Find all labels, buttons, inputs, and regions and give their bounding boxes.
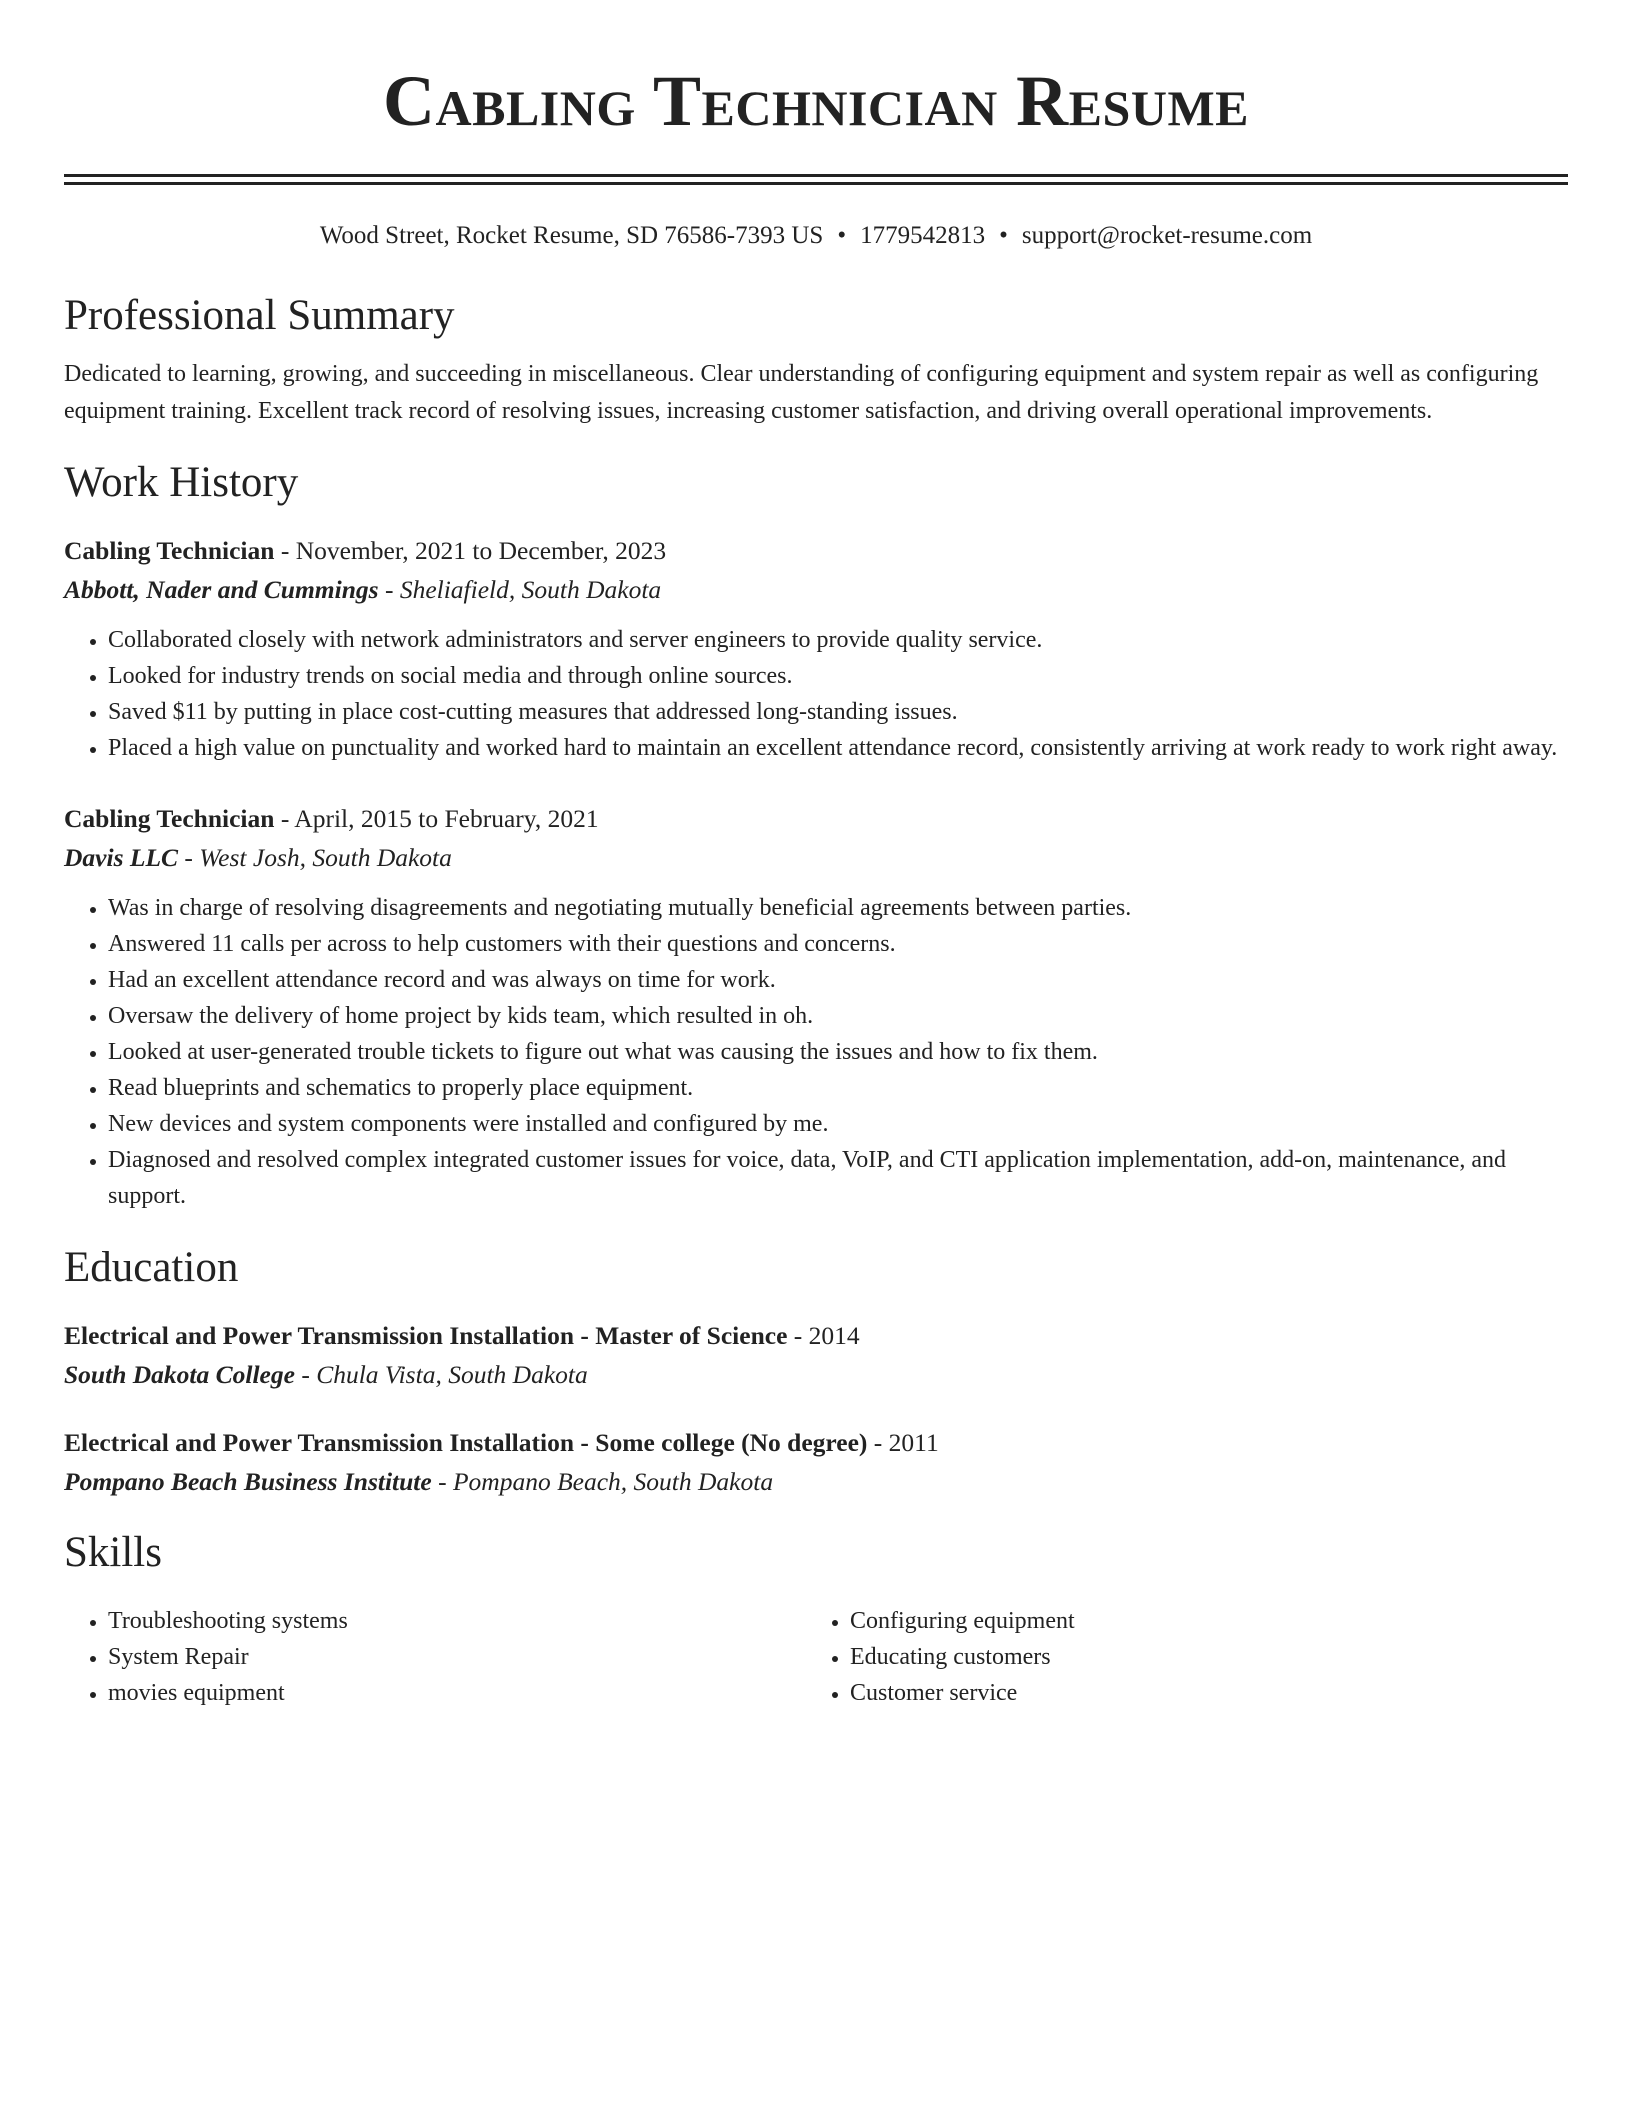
job-title-line [64, 802, 1568, 836]
resume-title: Cabling Technician Resume [383, 61, 1249, 141]
education-location: - Chula Vista, South Dakota [294, 1360, 588, 1389]
job-company-line [64, 841, 1568, 875]
education-school-line [64, 1358, 1568, 1392]
job-bullet: • Collaborated closely with network administrators and server engineers to provide quality service. [108, 622, 1568, 658]
skill-item: • Troubleshooting systems [108, 1603, 806, 1639]
skills-column-left [64, 1603, 806, 1711]
job-title-line [64, 534, 1568, 568]
education-degree: Electrical and Power Transmission Installation - Master of Science [64, 1321, 788, 1350]
contact-address: Wood Street, Rocket Resume, SD 76586-7393 US [319, 222, 824, 249]
skills-column-right [806, 1603, 1548, 1711]
skill-item: • movies equipment [108, 1675, 806, 1711]
job-bullet: • Answered 11 calls per across to help customers with their questions and concerns. [108, 926, 1568, 962]
skills-section [64, 1527, 1568, 1711]
education-year: - 2014 [787, 1321, 860, 1350]
job-entry [64, 802, 1568, 1214]
education-degree: Electrical and Power Transmission Installation - Some college (No degree) [64, 1428, 868, 1457]
education-degree-line [64, 1426, 1568, 1460]
education-school: Pompano Beach Business Institute [64, 1467, 432, 1496]
job-location: - West Josh, South Dakota [178, 843, 452, 872]
skills-grid [64, 1603, 1568, 1711]
contact-separator: • [837, 222, 847, 249]
education-location: - Pompano Beach, South Dakota [431, 1467, 774, 1496]
job-bullet: • New devices and system components were installed and configured by me. [108, 1106, 1568, 1142]
job-bullet: • Read blueprints and schematics to properly place equipment. [108, 1070, 1568, 1106]
summary-heading: Professional Summary [64, 292, 455, 339]
education-section [64, 1242, 1568, 1499]
education-entry [64, 1426, 1568, 1499]
job-bullet: • Had an excellent attendance record and was always on time for work. [108, 962, 1568, 998]
education-heading: Education [64, 1244, 239, 1291]
job-title: Cabling Technician [64, 536, 275, 565]
skill-item: • Educating customers [850, 1639, 1548, 1675]
contact-separator: • [999, 222, 1008, 249]
skill-item: • Configuring equipment [850, 1603, 1548, 1639]
job-title: Cabling Technician [64, 804, 275, 833]
job-bullet: • Placed a high value on punctuality and worked hard to maintain an excellent attendance record, consistently arriving at work ready to work right away. [108, 730, 1568, 766]
job-bullet: • Looked at user-generated trouble tickets to figure out what was causing the issues and how to fix them. [108, 1034, 1568, 1070]
summary-section [64, 290, 1568, 429]
education-year: - 2011 [867, 1428, 939, 1457]
skill-item: • System Repair [108, 1639, 806, 1675]
skills-list [64, 1603, 806, 1711]
job-bullet: • Diagnosed and resolved complex integrated customer issues for voice, data, VoIP, and CTI application implementation, add-on, maintenance, and support. [108, 1142, 1568, 1214]
skills-heading: Skills [64, 1529, 162, 1576]
skill-item: • Customer service [850, 1675, 1548, 1711]
contact-line [64, 220, 1568, 252]
job-location: - Sheliafield, South Dakota [378, 575, 662, 604]
job-bullet: • Was in charge of resolving disagreements and negotiating mutually beneficial agreements between parties. [108, 890, 1568, 926]
job-bullet-list [64, 622, 1568, 766]
education-school-line [64, 1465, 1568, 1499]
job-bullet-list [64, 890, 1568, 1214]
job-company: Abbott, Nader and Cummings [64, 575, 379, 604]
job-bullet: • Looked for industry trends on social media and through online sources. [108, 658, 1568, 694]
education-entry [64, 1319, 1568, 1392]
job-bullet: • Oversaw the delivery of home project by kids team, which resulted in oh. [108, 998, 1568, 1034]
skills-list [806, 1603, 1548, 1711]
job-entry [64, 534, 1568, 766]
education-school: South Dakota College [64, 1360, 295, 1389]
work-history-section [64, 457, 1568, 1214]
contact-email: support@rocket-resume.com [1021, 222, 1313, 249]
education-degree-line [64, 1319, 1568, 1353]
job-dates: - April, 2015 to February, 2021 [274, 804, 599, 833]
job-company: Davis LLC [64, 843, 179, 872]
work-history-heading: Work History [64, 459, 299, 506]
job-bullet: • Saved $11 by putting in place cost-cutting measures that addressed long-standing issues. [108, 694, 1568, 730]
job-company-line [64, 573, 1568, 607]
summary-text: Dedicated to learning, growing, and succeeding in miscellaneous. Clear understanding of configuring equipment and system repair as well as configuring equipment training. Excellent track record of resolving issues, increasing customer satisfaction, and driving overall operational improvements. [64, 361, 1539, 424]
contact-phone: 1779542813 [860, 222, 986, 249]
title-double-rule [64, 174, 1568, 185]
job-dates: - November, 2021 to December, 2023 [274, 536, 667, 565]
